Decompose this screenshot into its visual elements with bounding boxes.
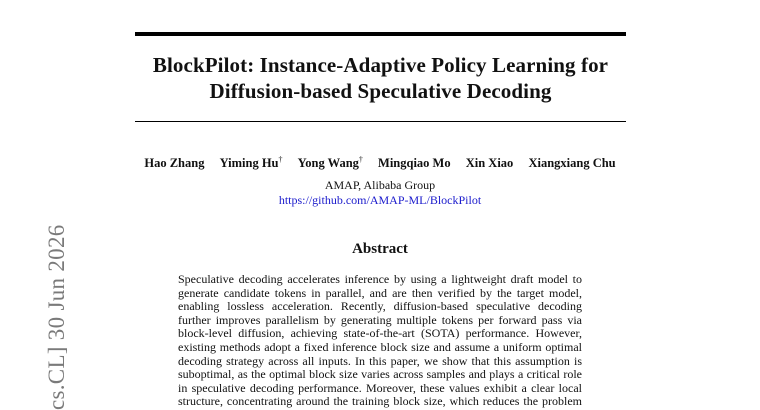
author [144,155,204,171]
abstract-line: decoding strategy across all inputs. In this paper, we show that this assumption is [178,354,582,368]
author-name: Mingqiao Mo [378,156,451,170]
abstract-line: Speculative decoding accelerates inference by using a lightweight draft model to [178,273,582,286]
author [378,155,451,171]
abstract-line: suboptimal, as the optimal block size varies across samples and plays a critical role [178,368,582,382]
abstract-line: existing methods adopt a fixed inference block size and assume a uniform optimal [178,340,582,354]
abstract-line: generate candidate tokens in parallel, and are then verified by the target model, [178,286,582,300]
abstract-line: enabling lossless acceleration. Recently, diffusion-based speculative decoding [178,300,582,314]
author [466,155,514,171]
author-name: Hao Zhang [144,156,205,170]
author-name: Xin Xiao [465,156,514,170]
author [298,155,363,171]
author-mark: † [358,154,363,164]
author-list [0,155,760,171]
affiliation: AMAP, Alibaba Group [324,178,436,192]
paper-title [135,52,626,104]
abstract-line: structure, concentrating around the training block size, which reduces the problem [178,395,582,409]
abstract-body [178,273,582,409]
abstract-line: block-level diffusion, achieving state-of-the-art (SOTA) performance. However, [178,327,582,341]
author [220,155,283,171]
author-name: Yiming Hu [219,156,279,170]
author [528,155,615,171]
author-name: Yong Wang [297,156,359,170]
arxiv-stamp: cs.CL] 30 Jun 2026 [44,224,69,410]
abstract-line: in speculative decoding performance. Moreover, these values exhibit a clear local [178,381,582,395]
title-top-rule [135,32,626,36]
title-line-2: Diffusion-based Speculative Decoding [209,79,552,103]
author-mark: † [278,154,283,164]
abstract-heading: Abstract [352,241,408,257]
abstract-line: further improves parallelism by generating multiple tokens per forward pass via [178,313,582,327]
title-bottom-rule [135,121,626,122]
author-name: Xiangxiang Chu [528,156,616,170]
title-line-1: BlockPilot: Instance-Adaptive Policy Learning for [152,53,609,77]
repo-link[interactable]: https://github.com/AMAP-ML/BlockPilot [278,193,482,207]
